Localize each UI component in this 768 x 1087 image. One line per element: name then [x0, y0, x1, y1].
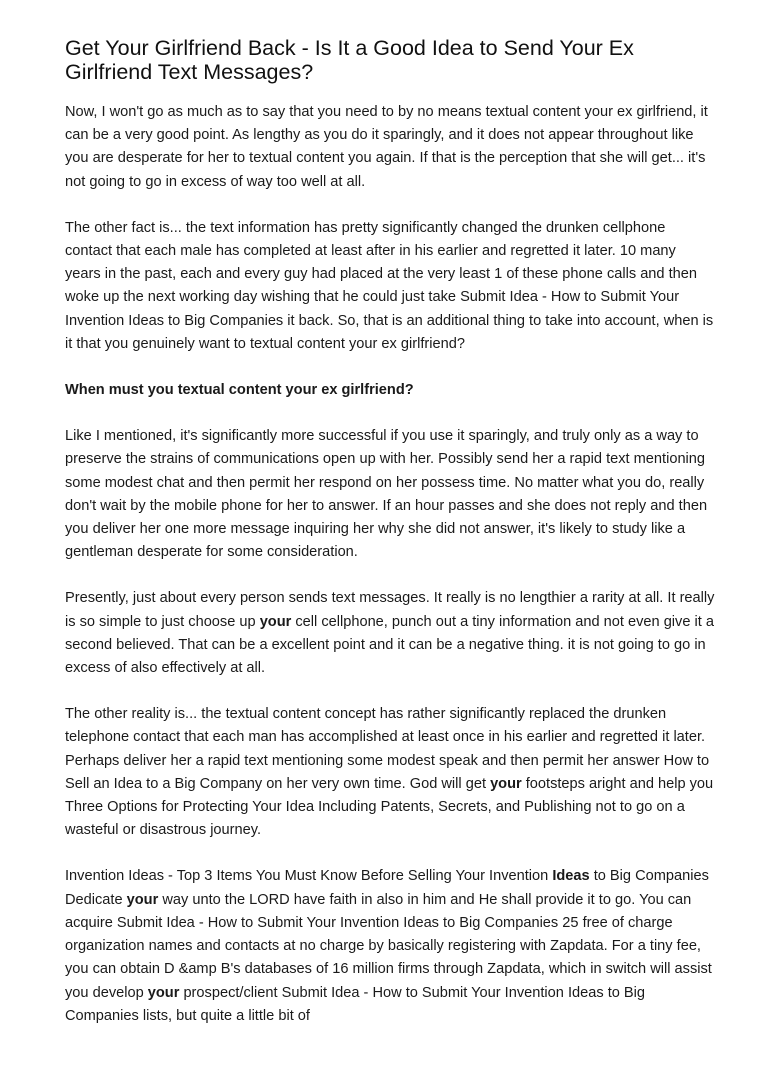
document-title: Get Your Girlfriend Back - Is It a Good Idea to Send Your Ex Girlfriend Text Messages?	[65, 36, 634, 84]
paragraph-5	[65, 703, 715, 842]
paragraph-6-bold-2: your	[126, 891, 159, 908]
section-heading: When must you textual content your ex girlfriend?	[65, 382, 414, 399]
paragraph-6-text-e: prospect/client Submit Idea - How to Submit Your Invention Ideas to Big Companies lists, but quite a little bit of	[65, 984, 646, 1024]
paragraph-4	[65, 587, 715, 680]
paragraph-6-text-d: way unto the LORD have faith in also in him and He shall provide it to go. You can acquire Submit Idea - How to Submit Your Invention Ideas to Big Companies 25 free of charge organization names and contacts at no charge by basically registering with Zapdata. For a tiny fee, you can obtain D &amp B's databases of 16 million firms through Zapdata, which in switch will assist you develop	[65, 891, 712, 1001]
paragraph-6-bold-1: Ideas	[552, 868, 590, 885]
paragraph-1: Now, I won't go as much as to say that you need to by no means textual content your ex girlfriend, it can be a very good point. As lengthy as you do it sparingly, and it does not appear throughout like you are desperate for her to textual content you again. If that is the perception that she will get... it's not going to go in excess of way too well at all.	[65, 104, 708, 190]
paragraph-5-text-a: The other reality is... the textual content concept has rather significantly replaced the drunken telephone contact that each man has accomplished at least once in his earlier and regretted it later. Perhaps deliver her a rapid text mentioning some modest speak and then permit her answer How to Sell an Idea to a Big Company on her very own time. God will get	[65, 706, 710, 792]
paragraph-6-text-a: Invention Ideas - Top 3 Items You Must Know Before Selling Your Invention	[65, 868, 553, 885]
paragraph-3: Like I mentioned, it's significantly more successful if you use it sparingly, and truly only as a way to preserve the strains of communications open up with her. Possibly send her a rapid text mentioning some modest chat and then permit her respond on her possess time. No matter what you do, really don't wait by the mobile phone for her to answer. If an hour passes and she does not reply and then you deliver her one more message inquiring her why she did not answer, it's likely to study like a gentleman desperate for some consideration.	[65, 428, 708, 561]
paragraph-6-bold-3: your	[147, 984, 180, 1001]
paragraph-4-text-c: cell cellphone, punch out a tiny information and not even give it a second believed. That can be a excellent point and it can be a negative thing. it is not going to go in excess of also effectively at all.	[65, 613, 714, 677]
paragraph-6	[65, 865, 715, 1027]
paragraph-5-bold-1: your	[490, 775, 522, 792]
paragraph-6-text-c: to Big Companies Dedicate	[65, 868, 709, 908]
paragraph-2: The other fact is... the text information has pretty significantly changed the drunken cellphone contact that each male has completed at least after in his earlier and regretted it later. 10 many years in the past, each and every guy had placed at the very least 1 of these phone calls and then woke up the next working day wishing that he could just take Submit Idea - How to Submit Your Invention Ideas to Big Companies it back. So, that is an additional thing to take into account, when is it that you genuinely want to textual content your ex girlfriend?	[65, 219, 714, 352]
document-page	[65, 36, 715, 1051]
paragraph-5-text-c: footsteps aright and help you Three Options for Protecting Your Idea Including Patents, Secrets, and Publishing not to go on a wasteful or disastrous journey.	[65, 775, 714, 839]
paragraph-4-bold-1: your	[259, 613, 292, 630]
paragraph-4-text-a: Presently, just about every person sends text messages. It really is no lengthier a rarity at all. It really is so simple to just choose up	[65, 590, 715, 630]
